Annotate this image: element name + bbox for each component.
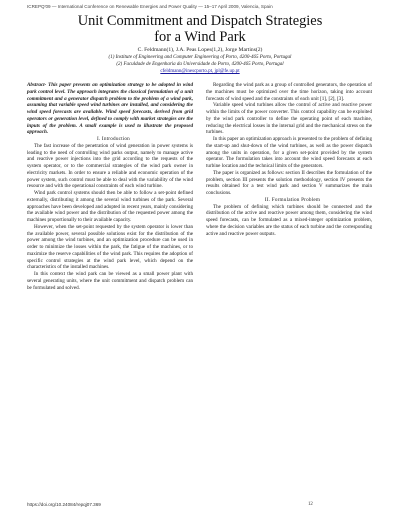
footer-doi[interactable]: https://doi.org/10.24084/repqj07.369 <box>27 502 101 507</box>
body-paragraph: Wind park control systems should then be able to follow a set-point defined externally, distributing it among the several wind turbines of the park. Several approaches have been developed and adopted in recent years, mainly considering the available wind power and the distribution of the requested power among the machines proportionally to their available capacity. <box>27 190 193 223</box>
affiliation-2: (2) Faculdade de Engenharia da Universidade do Porto, 4200-465 Porto, Portugal <box>116 62 284 67</box>
page-number: 12 <box>308 502 313 507</box>
body-paragraph: The problem of defining which turbines should be connected and the distribution of the active and reactive power among them, considering the wind speed forecasts, can be formulated as a mixed-integer optimization problem, where the decision variables are the status of each turbine and the corresponding active and reactive power outputs. <box>206 203 372 237</box>
body-paragraph: In this context the wind park can be viewed as a small power plant with several generating units, where the unit commitment and dispatch problem can be formulated and solved. <box>27 271 193 291</box>
body-paragraph: The fast increase of the penetration of wind generation in power systems is leading to the need of controlling wind parks output, namely to manage active and reactive power injections into the grid according to the requests of the system operator, or to the commercial strategies of the wind park owner in electricity markets. In order to ensure a reliable and economic operation of the power system, such control must be able to deal with the variability of the wind resource and with the operational constraints of each wind turbine. <box>27 142 193 190</box>
right-column <box>206 82 372 237</box>
paper-title-line-2: for a Wind Park <box>154 29 246 45</box>
left-column <box>27 82 193 291</box>
body-paragraph: Variable speed wind turbines allow the control of active and reactive power within the limits of the power converter. This control capability can be exploited by the wind park controller to define the operating point of each machine, reducing the electrical losses in the internal grid and the mechanical stress on the turbines. <box>206 102 372 136</box>
abstract: Abstract- This paper presents an optimization strategy to be adopted in wind park control level. The approach integrates the classical formulation of a unit commitment and a generator dispatch problem to the problem of a wind park, assuming that variable speed wind turbines are installed, and considering the wind speed forecasts are available. Wind speed forecasts, derived from grid operators or generation level, defined to comply with market strategies are the inputs of the problem. A small example is used to illustrate the proposed approach. <box>27 82 193 136</box>
body-paragraph: In this paper an optimization approach is presented to the problem of defining the start-up and shut-down of the wind turbines, as well as the power dispatch among the units in operation, for a given set-point provided by the system operator. The formulation takes into account the wind speed forecasts at each turbine location and the technical limits of the generators. <box>206 136 372 169</box>
affiliation-1: (1) Institute of Engineering and Computer Engineering of Porto, 4200-465 Porto, Portugal <box>108 55 292 60</box>
author-list: C. Feldmann(1), J.A. Peas Lopes(1,2), Jorge Martins(2) <box>137 47 263 53</box>
section-heading-introduction: I. Introduction <box>97 136 130 142</box>
body-paragraph: Regarding the wind park as a group of controlled generators, the operation of the machines must be optimized over the time horizon, taking into account forecasts of wind speed and the constraints of each unit [1], [2], [3]. <box>206 82 372 102</box>
section-heading-problem-formulation: II. Formulation Problem <box>264 196 321 203</box>
body-paragraph: The paper is organized as follows: section II describes the formulation of the problem, section III presents the solution methodology, section IV presents the results obtained for a test wind park and section V summarizes the main conclusions. <box>206 169 372 196</box>
paper-title-line-1: Unit Commitment and Dispatch Strategies <box>77 13 323 29</box>
author-emails[interactable]: cfeldmann@inescporto.pt, jpl@fe.up.pt <box>160 69 240 74</box>
body-paragraph: However, when the set-point requested by the system operator is lower than the available power, several possible solutions exist for the distribution of the power among the wind turbines, and an optimization procedure can be used in order to minimize the losses within the park, the fatigue of the machines, or to maximize the reserve capabilities of the wind park. This requires the adoption of specific control strategies at the wind park level, which depend on the characteristics of the installed machines. <box>27 223 193 271</box>
running-head: ICREPQ'09 — International Conference on Renewable Energies and Power Quality — 15–17 April 2009, Valencia, Spain <box>27 4 273 9</box>
